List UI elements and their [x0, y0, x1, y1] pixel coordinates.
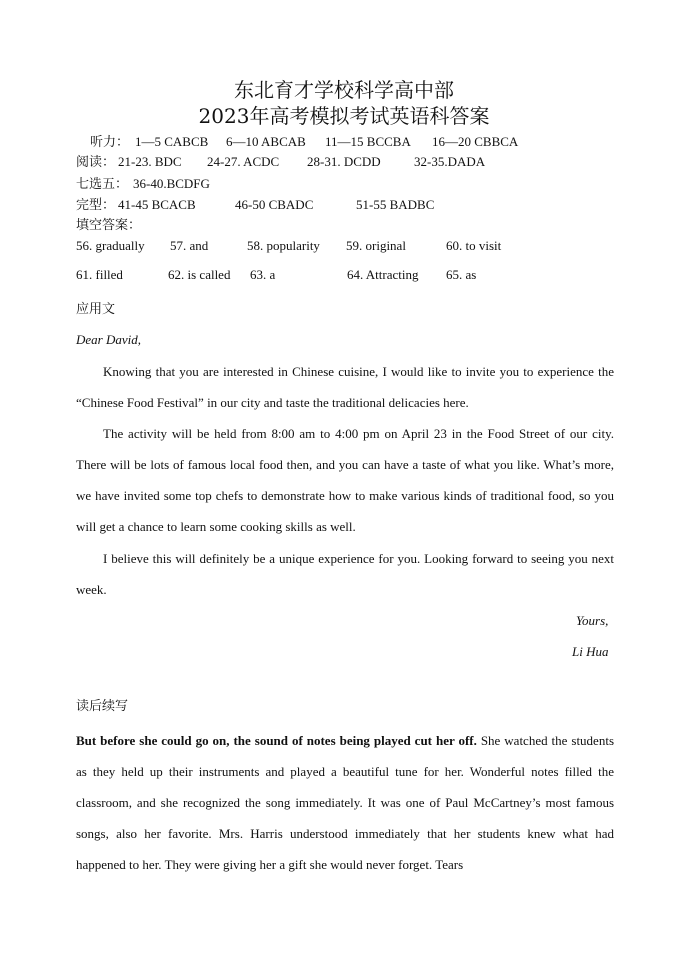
reading-label: 阅读：	[76, 154, 116, 169]
fill-blank-answer: 65. as	[446, 267, 477, 282]
fill-blank-answer: 59. original	[346, 238, 406, 253]
listening-group: 16—20 CBBCA	[432, 134, 519, 149]
seven-choose-five-label: 七选五：	[76, 176, 129, 191]
school-name: 东北育才学校科学高中部	[234, 78, 454, 102]
fill-blank-answer: 60. to visit	[446, 238, 502, 253]
fill-blank-answer: 58. popularity	[247, 238, 320, 253]
cloze-group: 51-55 BADBC	[356, 197, 435, 212]
listening-group: 1—5 CABCB	[135, 134, 209, 149]
listening-group: 11—15 BCCBA	[325, 134, 411, 149]
letter-greeting: Dear David,	[76, 332, 141, 347]
cloze-label: 完型：	[76, 197, 116, 212]
listening-group: 6—10 ABCAB	[226, 134, 306, 149]
listening-label: 听力：	[90, 134, 130, 149]
continuation-section-title: 读后续写	[76, 698, 129, 713]
fill-blank-label: 填空答案：	[76, 217, 142, 232]
seven-choose-five-value: 36-40.BCDFG	[133, 176, 210, 191]
cloze-group: 41-45 BCACB	[118, 197, 196, 212]
fill-blank-answer: 56. gradually	[76, 238, 145, 253]
continuation-body-text: She watched the students as they held up their instruments and played a beautiful tune for her. Wonderful notes filled the classroom, and she recognized the song immediately. It was one of Paul McCartney’s most famous songs, also her favorite. Mrs. Harris understood immediately that her students knew what had happened to her. They were giving her a gift she would never forget. Tears	[76, 733, 614, 872]
reading-group: 21-23. BDC	[118, 154, 182, 169]
letter-paragraph-2: The activity will be held from 8:00 am to 4:00 pm on April 23 in the Food Street of our city. There will be lots of famous local food then, and you can have a taste of what you like. What’s more, we have invited some top chefs to demonstrate how to make various kinds of traditional food, so you will get a chance to learn some cooking skills as well.	[76, 426, 614, 534]
reading-group: 28-31. DCDD	[307, 154, 381, 169]
letter-signature: Li Hua	[572, 644, 609, 659]
fill-blank-answer: 57. and	[170, 238, 209, 253]
continuation-paragraph	[76, 725, 614, 880]
exam-title: 2023年高考模拟考试英语科答案	[198, 104, 490, 128]
cloze-group: 46-50 CBADC	[235, 197, 314, 212]
fill-blank-answer: 61. filled	[76, 267, 123, 282]
letter-section-title: 应用文	[76, 301, 116, 316]
fill-blank-answer: 62. is called	[168, 267, 231, 282]
fill-blank-answer: 64. Attracting	[347, 267, 419, 282]
letter-paragraph-3: I believe this will definitely be a unique experience for you. Looking forward to seeing you next week.	[76, 551, 614, 597]
reading-group: 24-27. ACDC	[207, 154, 280, 169]
reading-group: 32-35.DADA	[414, 154, 486, 169]
continuation-lead-sentence: But before she could go on, the sound of notes being played cut her off.	[76, 733, 477, 748]
fill-blank-answer: 63. a	[250, 267, 276, 282]
letter-closing: Yours,	[576, 613, 609, 628]
letter-paragraph-1: Knowing that you are interested in Chinese cuisine, I would like to invite you to experience the “Chinese Food Festival” in our city and taste the traditional delicacies here.	[76, 364, 614, 410]
